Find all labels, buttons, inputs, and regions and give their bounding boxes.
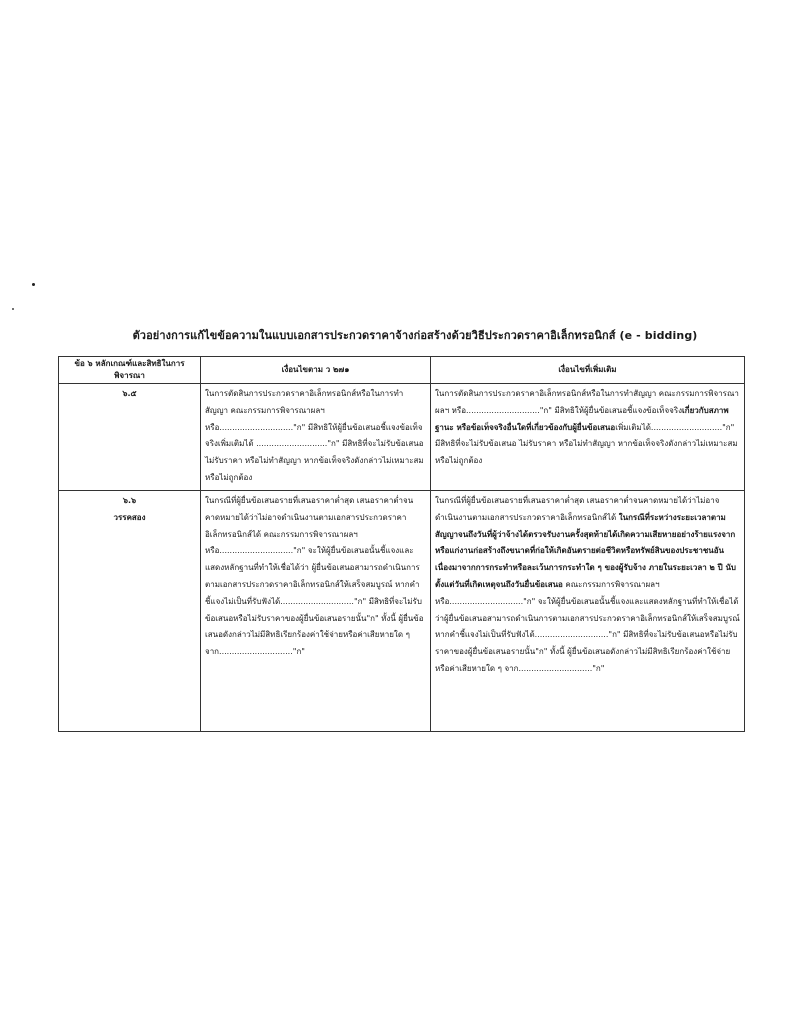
added-text-segment: คณะกรรมการพิจารณาผลฯ หรือ............................."ก" จะให้ผู้ยื่นข้อเสนอนั้นชี้แจงและแสดงหลักฐานที่ทำให้เชื่อได้ว่าผู้ยื่นข้อเสนอสามารถดำเนินการตามเอกสารประกวดราคาอิเล็กทรอนิกส์ให้เสร็จสมบูรณ์ หากคำชี้แจงไม่เป็นที่รับฟังได้............................."ก" มีสิทธิที่จะไม่รับข้อเสนอหรือไม่รับราคาของผู้ยื่นข้อเสนอรายนั้น"ก" ทั้งนี้ ผู้ยื่นข้อเสนอดังกล่าวไม่มีสิทธิเรียกร้องค่าใช้จ่ายหรือค่าเสียหายใด ๆ จาก............................."ก": [435, 579, 740, 673]
column-header-original: เงื่อนไขตาม ว ๒๗๑: [201, 357, 431, 384]
column-header-criteria: ข้อ ๖ หลักเกณฑ์และสิทธิในการพิจารณา: [59, 357, 201, 384]
added-text-segment: ในการตัดสินการประกวดราคาอิเล็กทรอนิกส์หรือในการทำสัญญา คณะกรรมการพิจารณาผลฯ หรือ............................."ก" มีสิทธิให้ผู้ยื่นข้อเสนอชี้แจงข้อเท็จจริง: [435, 389, 739, 415]
document-title: ตัวอย่างการแก้ไขข้อความในแบบเอกสารประกวดราคาจ้างก่อสร้างด้วยวิธีประกวดราคาอิเล็กทรอนิกส์ (e - bidding): [132, 329, 698, 342]
original-condition-cell: ในกรณีที่ผู้ยื่นข้อเสนอรายที่เสนอราคาต่ำสุด เสนอราคาต่ำจนคาดหมายได้ว่าไม่อาจดำเนินงานตามเอกสารประกวดราคาอิเล็กทรอนิกส์ได้ คณะกรรมการพิจารณาผลฯ หรือ............................."ก" จะให้ผู้ยื่นข้อเสนอนั้นชี้แจงและแสดงหลักฐานที่ทำให้เชื่อได้ว่า ผู้ยื่นข้อเสนอสามารถดำเนินการตามเอกสารประกวดราคาอิเล็กทรอนิกส์ให้เสร็จสมบูรณ์ หากคำชี้แจงไม่เป็นที่รับฟังได้............................."ก" มีสิทธิที่จะไม่รับข้อเสนอหรือไม่รับราคาของผู้ยื่นข้อเสนอรายนั้น"ก" ทั้งนี้ ผู้ยื่นข้อเสนอดังกล่าวไม่มีสิทธิเรียกร้องค่าใช้จ่ายหรือค่าเสียหายใด ๆ จาก............................."ก": [201, 491, 431, 732]
scan-speck: [32, 283, 35, 286]
section-cell: [59, 384, 201, 491]
table-row: [59, 384, 745, 491]
added-condition-cell: [431, 384, 745, 491]
added-condition-cell: [431, 491, 745, 732]
column-header-added: เงื่อนไขที่เพิ่มเติม: [431, 357, 745, 384]
section-number: ๖.๕: [122, 389, 137, 398]
added-text-segment-bold: เกี่ยวกับสภาพ ฐานะ หรือข้อเท็จจริงอื่นใดที่เกี่ยวข้องกับผู้ยื่นข้อเสนอ: [435, 405, 729, 432]
comparison-table: [58, 356, 745, 732]
section-cell: [59, 491, 201, 732]
table-row: [59, 491, 745, 732]
section-number: ๖.๖: [122, 496, 137, 505]
added-text-segment: ในกรณีที่ผู้ยื่นข้อเสนอรายที่เสนอราคาต่ำสุด เสนอราคาต่ำจนคาดหมายได้ว่าไม่อาจดำเนินงานตามเอกสารประกวดราคาอิเล็กทรอนิกส์ได้: [435, 496, 720, 522]
scan-speck: [12, 308, 14, 310]
table-header-row: [59, 357, 745, 384]
added-text-segment: เพิ่มเติมได้............................"ก" มีสิทธิที่จะไม่รับข้อเสนอ ไม่รับราคา หรือไม่ทำสัญญา หากข้อเท็จจริงดังกล่าวไม่เหมาะสมหรือไม่ถูกต้อง: [435, 422, 738, 466]
added-text-segment-bold: ในกรณีที่ระหว่างระยะเวลาตามสัญญาจนถึงวันที่ผู้ว่าจ้างได้ตรวจรับงานครั้งสุดท้ายได้เกิดความเสียหายอย่างร้ายแรงจากหรือแก่งานก่อสร้างถึงขนาดที่ก่อให้เกิดอันตรายต่อชีวิตหรือทรัพย์สินของประชาชนอันเนื่องมาจากการกระทำหรือละเว้นการกระทำใด ๆ ของผู้รับจ้าง ภายในระยะเวลา ๒ ปี นับตั้งแต่วันที่เกิดเหตุจนถึงวันยื่นข้อเสนอ: [435, 512, 737, 589]
original-condition-cell: ในการตัดสินการประกวดราคาอิเล็กทรอนิกส์หรือในการทำสัญญา คณะกรรมการพิจารณาผลฯ หรือ............................."ก" มีสิทธิให้ผู้ยื่นข้อเสนอชี้แจงข้อเท็จจริงเพิ่มเติมได้ ............................"ก" มีสิทธิที่จะไม่รับข้อเสนอ ไม่รับราคา หรือไม่ทำสัญญา หากข้อเท็จจริงดังกล่าวไม่เหมาะสมหรือไม่ถูกต้อง: [201, 384, 431, 491]
section-subsection: วรรคสอง: [113, 512, 146, 522]
